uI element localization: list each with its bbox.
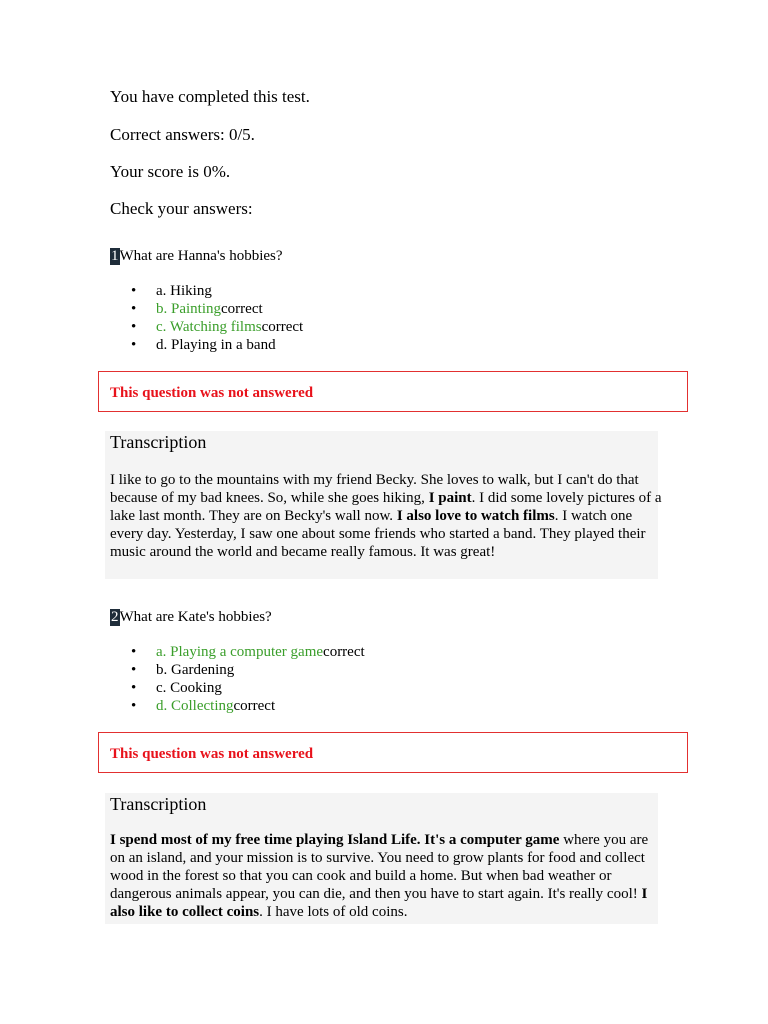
question-number-badge: 2 bbox=[111, 609, 119, 625]
option-label: a. Playing a computer game bbox=[156, 644, 324, 660]
bullet-icon: • bbox=[131, 337, 137, 353]
transcription-title: Transcription bbox=[110, 794, 207, 814]
bullet-icon: • bbox=[131, 283, 137, 299]
transcription-segment: . I did some lovely pictures of a lake last month. They are on Becky's wall now. bbox=[110, 490, 662, 524]
answer-option bbox=[110, 282, 303, 300]
answer-option bbox=[110, 643, 365, 661]
alert-text: This question was not answered bbox=[110, 385, 314, 401]
option-label: c. Cooking bbox=[156, 680, 222, 696]
answer-option bbox=[110, 679, 365, 697]
question-text: What are Kate's hobbies? bbox=[119, 609, 272, 625]
transcription-title: Transcription bbox=[110, 432, 207, 452]
question-2 bbox=[110, 608, 272, 626]
answer-options-list bbox=[110, 282, 303, 354]
not-answered-alert bbox=[98, 371, 688, 412]
alert-text: This question was not answered bbox=[110, 746, 314, 762]
question-text: What are Hanna's hobbies? bbox=[119, 248, 283, 264]
bullet-icon: • bbox=[131, 644, 137, 660]
score-text: Your score is 0%. bbox=[110, 162, 231, 181]
bullet-icon: • bbox=[131, 662, 137, 678]
transcription-box bbox=[105, 793, 658, 924]
transcription-segment: . I have lots of old coins. bbox=[259, 904, 408, 920]
answer-options-list bbox=[110, 643, 365, 715]
correct-marker: correct bbox=[233, 698, 276, 714]
check-answers-heading: Check your answers: bbox=[110, 199, 253, 218]
transcription-segment: where you are on an island, and your mission is to survive. You need to grow plants for food and collect wood in the forest so that you can cook and build a home. But when bad weather or dangerous animals appear, you can die, and then you have to start again. It's really cool! bbox=[110, 832, 649, 902]
bullet-icon: • bbox=[131, 698, 137, 714]
completion-message: You have completed this test. bbox=[110, 87, 310, 106]
correct-marker: correct bbox=[221, 301, 263, 317]
correct-marker: correct bbox=[261, 319, 304, 335]
option-label: a. Hiking bbox=[156, 283, 212, 299]
option-label: b. Painting bbox=[156, 301, 222, 317]
correct-marker: correct bbox=[323, 644, 365, 660]
question-number-badge: 1 bbox=[111, 248, 119, 264]
not-answered-alert bbox=[98, 732, 688, 773]
transcription-segment: . I watch one every day. Yesterday, I saw one about some friends who started a band. They played their music around the world and became really famous. It was great! bbox=[110, 508, 646, 560]
transcription-highlight: I also love to watch films bbox=[396, 508, 555, 524]
transcription-highlight: I spend most of my free time playing Island Life. It's a computer game bbox=[110, 832, 560, 848]
answer-option bbox=[110, 336, 303, 354]
transcription-segment: I like to go to the mountains with my friend Becky. She loves to walk, but I can't do that because of my bad knees. So, while she goes hiking, bbox=[110, 472, 639, 506]
option-label: d. Collecting bbox=[156, 698, 234, 714]
transcription-text bbox=[110, 471, 662, 561]
option-label: b. Gardening bbox=[156, 662, 235, 678]
transcription-highlight: I also like to collect coins bbox=[110, 886, 648, 920]
answer-option bbox=[110, 697, 365, 715]
bullet-icon: • bbox=[131, 319, 137, 335]
bullet-icon: • bbox=[131, 301, 137, 317]
question-1 bbox=[110, 247, 283, 265]
transcription-box bbox=[105, 431, 662, 579]
transcription-text bbox=[110, 831, 662, 921]
option-label: c. Watching films bbox=[156, 319, 262, 335]
answer-option bbox=[110, 318, 303, 336]
option-label: d. Playing in a band bbox=[156, 337, 276, 353]
answer-option bbox=[110, 300, 303, 318]
answer-option bbox=[110, 661, 365, 679]
correct-answers-count: Correct answers: 0/5. bbox=[110, 125, 255, 144]
bullet-icon: • bbox=[131, 680, 137, 696]
transcription-highlight: I paint bbox=[428, 490, 472, 506]
